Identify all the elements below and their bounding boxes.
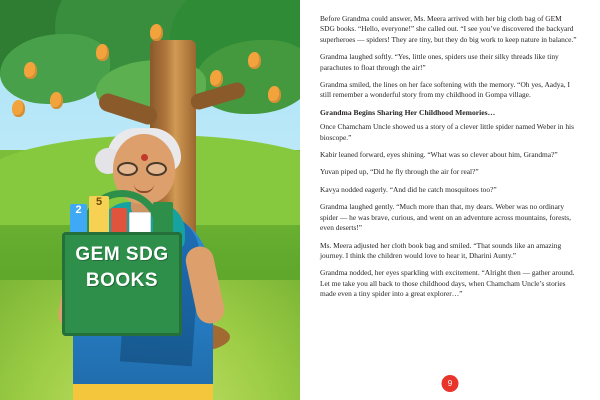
mango-fruit-icon <box>96 44 109 61</box>
section-heading: Grandma Begins Sharing Her Childhood Memories… <box>320 107 496 117</box>
mango-fruit-icon <box>248 52 261 69</box>
paragraph: Grandma nodded, her eyes sparkling with excitement. “Alright then — gather around. Let me take you all back to those childhood days, when Chamcham Uncle’s stories made even a tiny spider into a great explorer…” <box>320 268 575 299</box>
paragraph: Kabir leaned forward, eyes shining. “What was so clever about him, Grandma?” <box>320 150 558 160</box>
paragraph: Grandma laughed gently. “Much more than that, my dears. Weber was no ordinary spider — he was brave, curious, and went on an adventure across mountains, forests, even deserts!” <box>320 202 572 233</box>
saree-border <box>73 384 213 400</box>
paragraph: Grandma laughed softly. “Yes, little ones, spiders use their silky threads like tiny parachutes to float through the air!” <box>320 52 559 72</box>
bag-label: GEM SDG BOOKS <box>75 244 169 291</box>
gem-sdg-book-bag <box>62 232 182 336</box>
mango-fruit-icon <box>12 100 25 117</box>
paragraph: Grandma smiled, the lines on her face softening with the memory. “Oh yes, Aadya, I still remember a wonderful story from my childhood in Gompa village. <box>320 80 570 100</box>
paragraph: Kavya nodded eagerly. “And did he catch mosquitoes too?” <box>320 184 497 194</box>
paragraph: Before Grandma could answer, Ms. Meera arrived with her big cloth bag of GEM SDG books. “Hello, everyone!” she called out. “I see you’ve discovered the backyard superheroes — spiders! They are tiny, but they do big work to keep nature in balance.” <box>320 14 577 44</box>
mango-fruit-icon <box>24 62 37 79</box>
book-label: 5 <box>95 196 103 208</box>
book-label: 2 <box>75 204 82 216</box>
text-page <box>300 0 600 400</box>
paragraph: Once Chamcham Uncle showed us a story of a clever little spider named Weber in his bioscope.” <box>320 122 574 142</box>
eyeglasses-icon <box>117 162 171 176</box>
bindi-icon <box>141 154 148 161</box>
mango-fruit-icon <box>50 92 63 109</box>
paragraph: Ms. Meera adjusted her cloth book bag and smiled. “That sounds like an amazing journey. I think the children would love to hear it, Dharini Aunty.” <box>320 240 562 260</box>
mango-fruit-icon <box>268 86 281 103</box>
paragraph: Yuvan piped up, “Did he fly through the air for real?” <box>320 167 479 177</box>
mango-fruit-icon <box>210 70 223 87</box>
page-number-badge: 9 <box>442 375 459 392</box>
mango-fruit-icon <box>150 24 163 41</box>
